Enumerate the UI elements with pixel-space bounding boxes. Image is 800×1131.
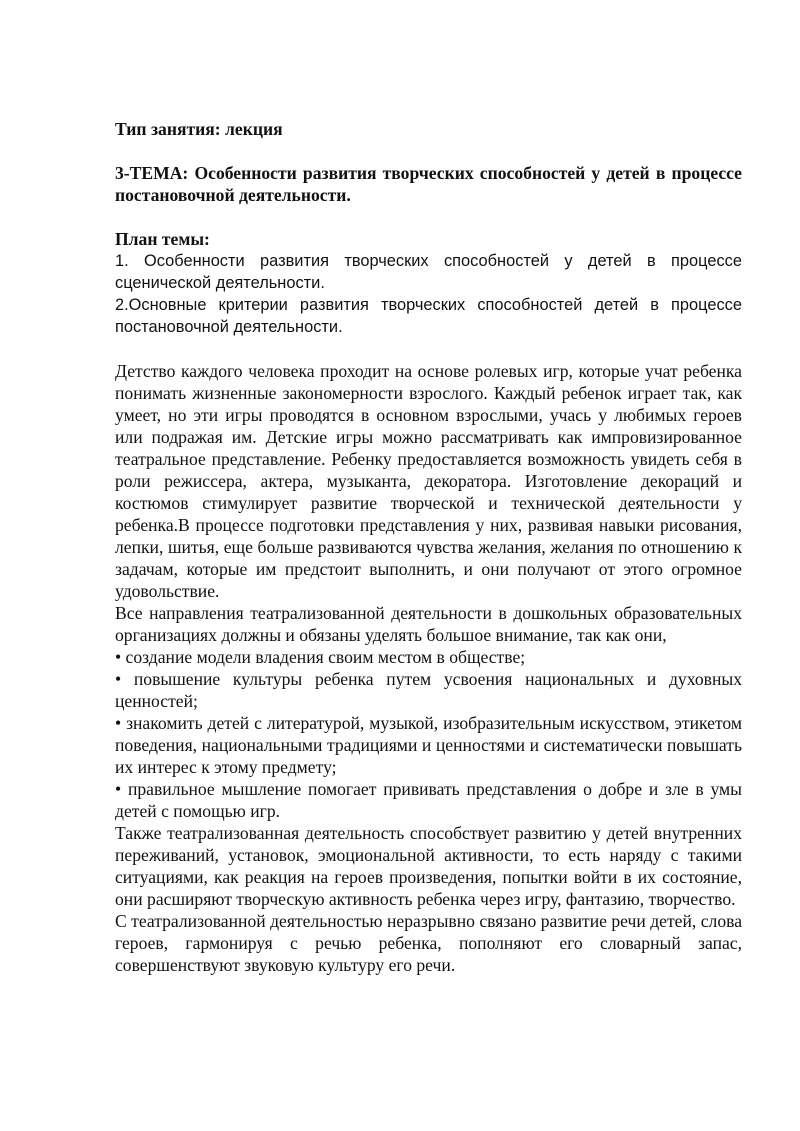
body-paragraph: С театрализованной деятельностью неразрывно связано развитие речи детей, слова героев, гармонируя с речью ребенка, пополняют его словарный запас, совершенствуют звуковую культуру его речи. xyxy=(115,911,742,975)
spacer xyxy=(115,140,742,162)
plan-item: 1. Особенности развития творческих способностей у детей в процессе сценической деятельности. xyxy=(115,252,742,292)
spacer xyxy=(115,206,742,228)
bullet-item: • правильное мышление помогает прививать представления о добре и зле в умы детей с помощью игр. xyxy=(115,779,742,821)
spacer xyxy=(115,338,742,360)
body-paragraph: Все направления театрализованной деятельности в дошкольных образовательных организациях должны и обязаны уделять большое внимание, так как они, xyxy=(115,603,742,645)
topic-title: 3-ТЕМА: Особенности развития творческих способностей у детей в процессе постановочной деятельности. xyxy=(115,163,742,205)
bullet-item: • создание модели владения своим местом в обществе; xyxy=(115,647,526,667)
body-paragraph: Также театрализованная деятельность способствует развитию у детей внутренних переживаний, установок, эмоциональной активности, то есть наряду с такими ситуациями, как реакция на героев произведения, попытки войти в их состояние, они расширяют творческую активность ребенка через игру, фантазию, творчество. xyxy=(115,823,742,909)
bullet-item: • повышение культуры ребенка путем усвоения национальных и духовных ценностей; xyxy=(115,669,742,711)
plan-item: 2.Основные критерии развития творческих способностей детей в процессе постановочной деятельности. xyxy=(115,296,742,336)
document-page xyxy=(115,118,742,976)
bullet-item: • знакомить детей с литературой, музыкой, изобразительным искусством, этикетом поведения, национальными традициями и ценностями и систематически повышать их интерес к этому предмету; xyxy=(115,713,742,777)
lesson-type: Тип занятия: лекция xyxy=(115,119,283,139)
body-paragraph: Детство каждого человека проходит на основе ролевых игр, которые учат ребенка понимать жизненные закономерности взрослого. Каждый ребенок играет так, как умеет, но эти игры проводятся в основном взрослыми, учась у любимых героев или подражая им. Детские игры можно рассматривать как импровизированное театральное представление. Ребенку предоставляется возможность увидеть себя в роли режиссера, актера, музыканта, декоратора. Изготовление декораций и костюмов стимулирует развитие творческой и технической деятельности у ребенка.В процессе подготовки представления у них, развивая навыки рисования, лепки, шитья, еще больше развиваются чувства желания, желания по отношению к задачам, которые им предстоит выполнить, и они получают от этого огромное удовольствие. xyxy=(115,361,742,601)
plan-heading: План темы: xyxy=(115,229,210,249)
